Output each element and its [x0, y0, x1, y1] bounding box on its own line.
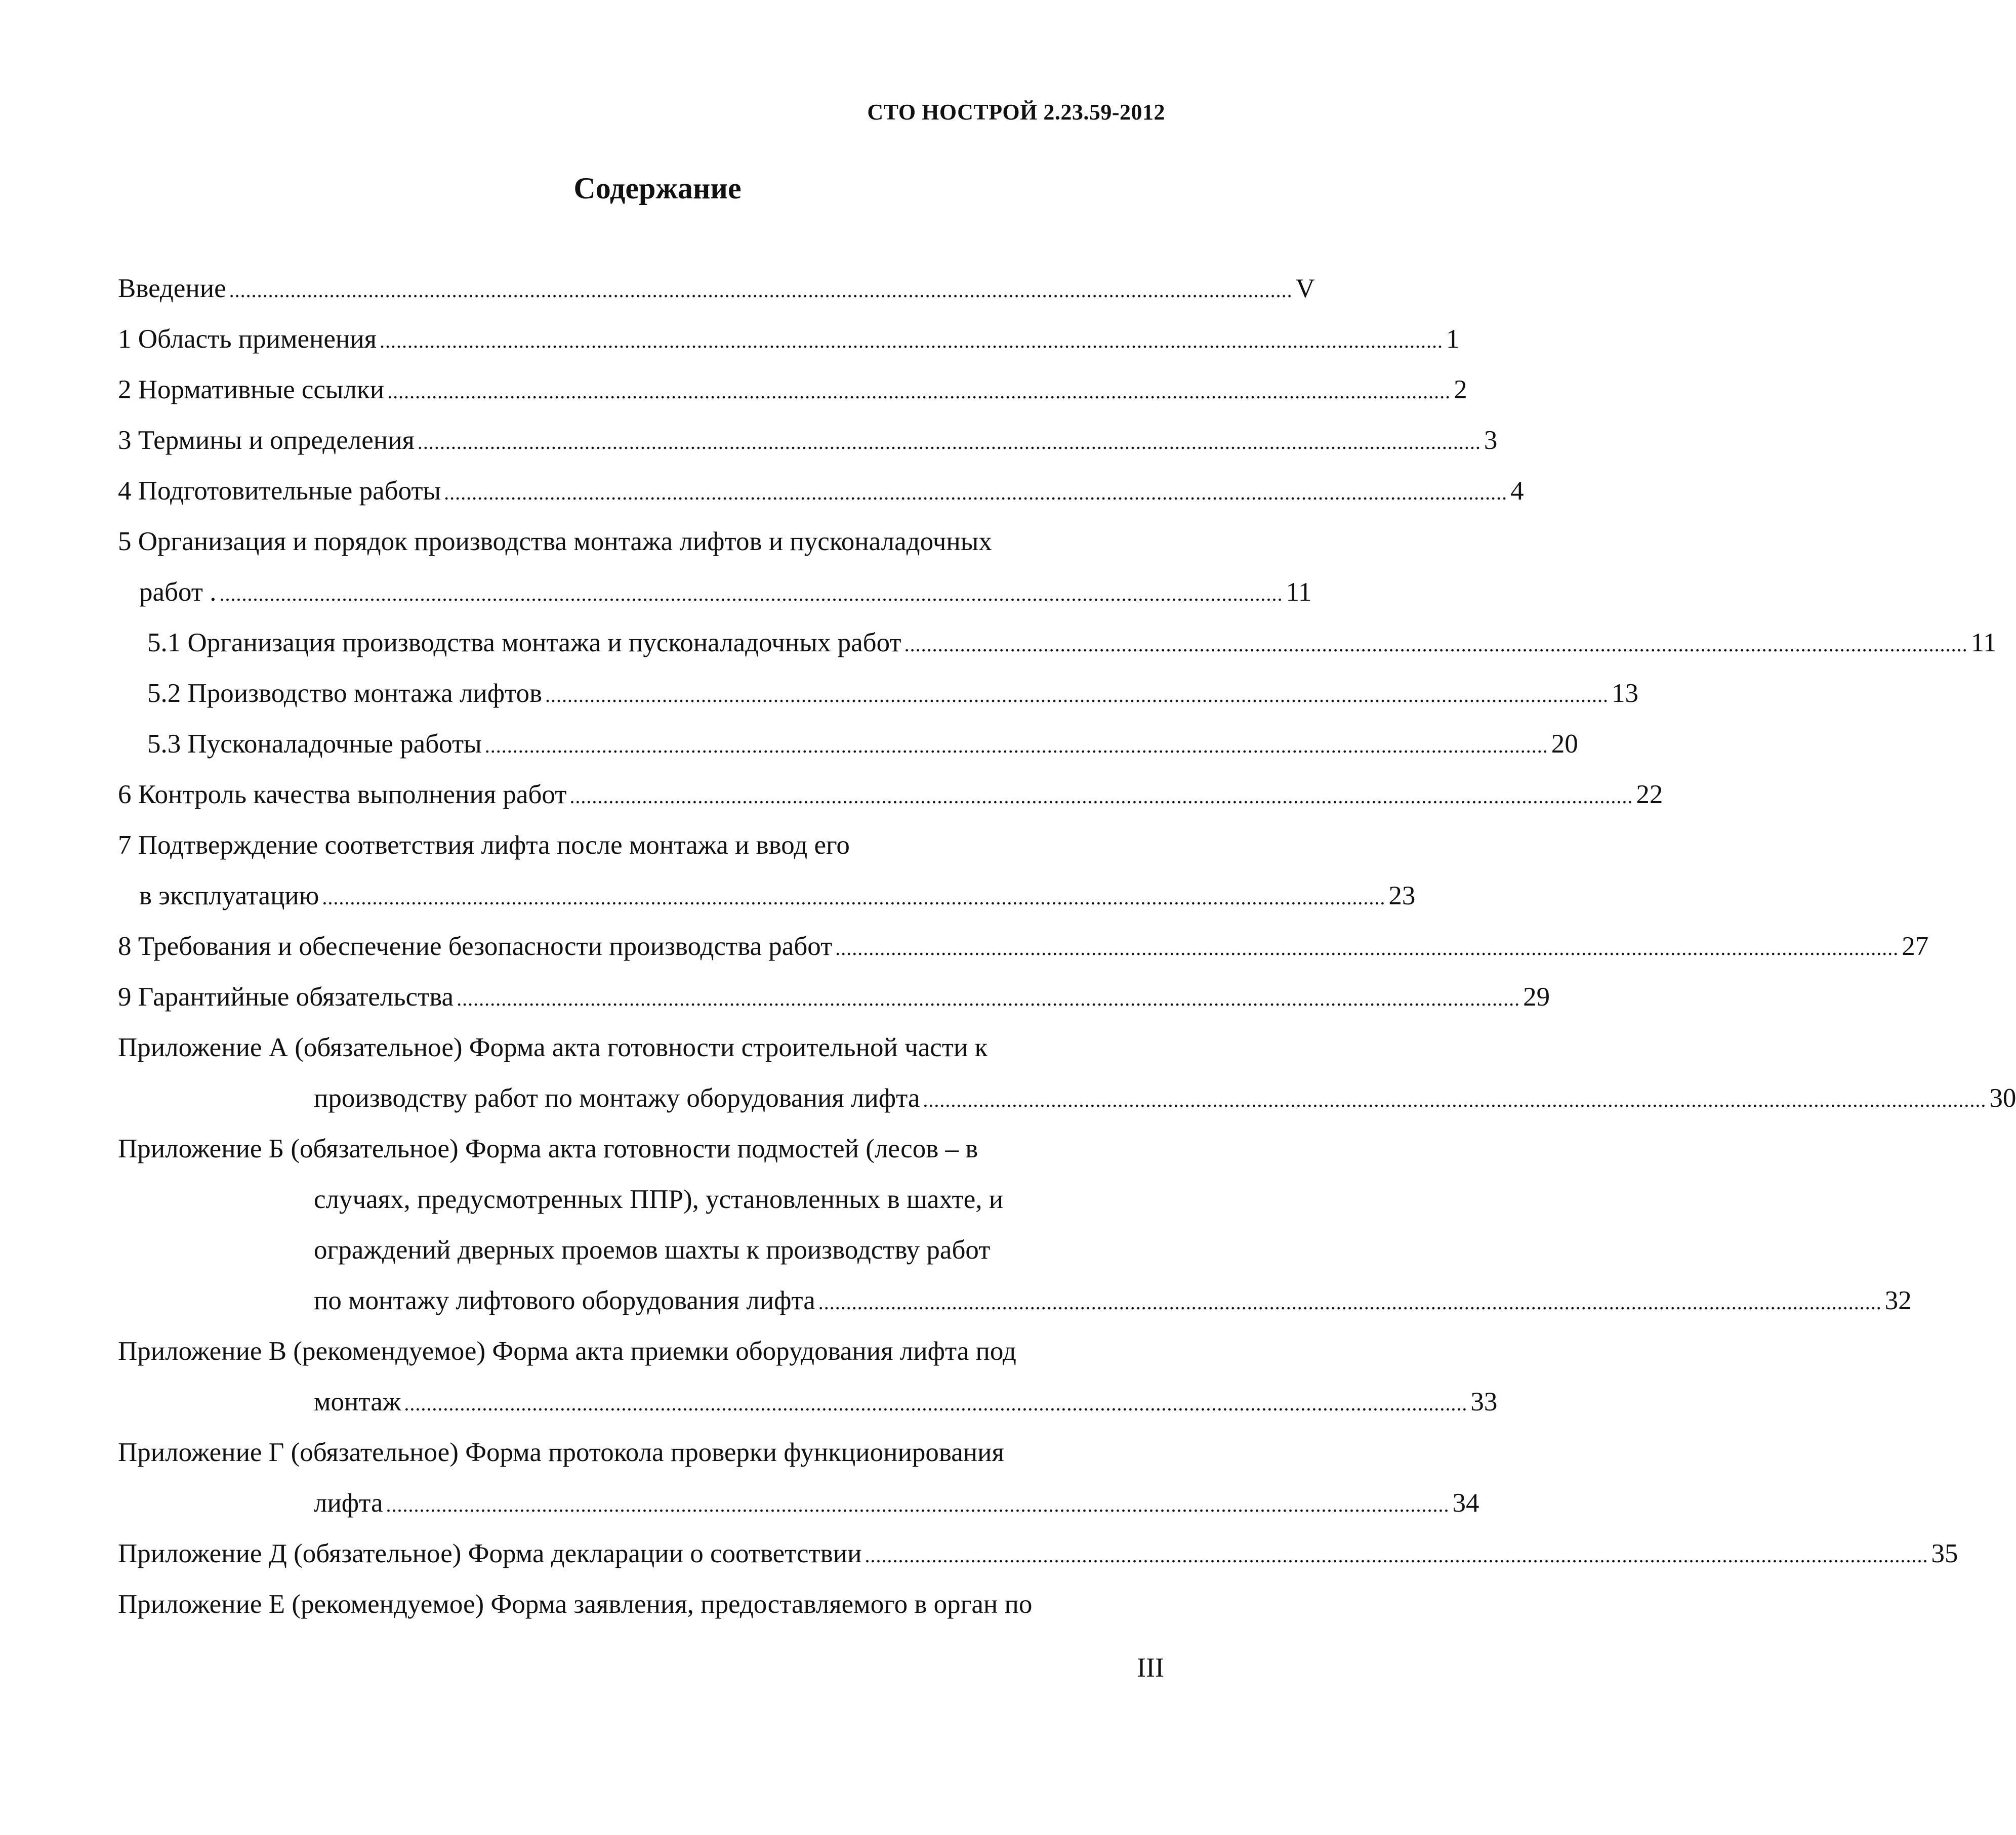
toc-entry-page: 22 — [1636, 780, 1663, 809]
toc-entry-text: в эксплуатацию — [139, 881, 319, 910]
toc-entry — [118, 1022, 1154, 1073]
document-code: СТО НОСТРОЙ 2.23.59-2012 — [867, 100, 1165, 124]
toc-entry — [118, 263, 1315, 314]
toc-entry — [118, 972, 1550, 1022]
toc-entry — [314, 1377, 1498, 1427]
toc-entry-text: работ . — [139, 577, 217, 607]
toc-entry — [118, 820, 1154, 870]
toc-entry — [314, 1174, 1154, 1225]
toc-entry-page: 35 — [1931, 1539, 1958, 1568]
toc-entry — [314, 1225, 1154, 1275]
toc-entry-page: 4 — [1510, 476, 1524, 506]
toc-leader-dots: ............................................................................................................................................................................................... — [484, 734, 1548, 757]
toc-entry — [118, 1528, 1958, 1579]
toc-leader-dots: ............................................................................................................................................................................................... — [457, 987, 1520, 1010]
toc-entry — [118, 1427, 1154, 1478]
toc-entry-page: 1 — [1446, 324, 1460, 354]
toc-leader-dots: ............................................................................................................................................................................................... — [322, 886, 1386, 909]
toc-entry — [118, 1326, 1154, 1377]
toc-entry-text: Приложение Д (обязательное) Форма декларации о соответствии — [118, 1539, 862, 1568]
toc-leader-dots: ............................................................................................................................................................................................... — [835, 937, 1899, 960]
toc-entry-text: 9 Гарантийные обязательства — [118, 982, 454, 1012]
toc-entry-text: 4 Подготовительные работы — [118, 476, 441, 506]
toc-entry-page: 20 — [1551, 729, 1578, 759]
toc-entry-page: 11 — [1970, 628, 1997, 657]
toc-entry — [139, 870, 1416, 921]
toc-entry — [314, 1275, 1912, 1326]
toc-entry-page: 30 — [1989, 1083, 2016, 1113]
toc-leader-dots: ............................................................................................................................................................................................... — [404, 1392, 1468, 1415]
toc-entry-text: производству работ по монтажу оборудования лифта — [314, 1083, 920, 1113]
page-title: Содержание — [573, 172, 742, 205]
toc-entry-text: по монтажу лифтового оборудования лифта — [314, 1286, 815, 1315]
toc-entry-text: 5 Организация и порядок производства монтажа лифтов и пусконаладочных — [118, 527, 992, 556]
toc-entry-text: Приложение А (обязательное) Форма акта готовности строительной части к — [118, 1033, 988, 1062]
toc-entry-text: Введение — [118, 274, 226, 303]
toc-leader-dots: ............................................................................................................................................................................................... — [904, 633, 1968, 656]
toc-entry — [118, 1123, 1154, 1174]
toc-entry — [314, 1073, 2016, 1123]
toc-entry-text: 6 Контроль качества выполнения работ — [118, 780, 567, 809]
toc-entry-text: лифта — [314, 1488, 383, 1518]
toc-leader-dots: ............................................................................................................................................................................................... — [444, 481, 1508, 504]
toc-entry-text: 8 Требования и обеспечение безопасности производства работ — [118, 932, 833, 961]
toc-entry-page: V — [1295, 274, 1315, 303]
toc-entry-text: Приложение Б (обязательное) Форма акта готовности подмостей (лесов – в — [118, 1134, 978, 1163]
toc-entry-text: случаях, предусмотренных ППР), установленных в шахте, и — [314, 1185, 1004, 1214]
toc-entry-text: Приложение Г (обязательное) Форма протокола проверки функционирования — [118, 1438, 1004, 1467]
toc-leader-dots: ............................................................................................................................................................................................... — [387, 380, 1451, 403]
toc-entry-page: 27 — [1902, 932, 1929, 961]
toc-entry-text: Приложение Е (рекомендуемое) Форма заявления, предоставляемого в орган по — [118, 1590, 1033, 1619]
toc-entry — [118, 466, 1524, 516]
toc-entry-text: 7 Подтверждение соответствия лифта после монтажа и ввод его — [118, 830, 850, 860]
toc-leader-dots: ............................................................................................................................................................................................... — [386, 1493, 1450, 1516]
toc-entry — [118, 364, 1467, 415]
toc-leader-dots: ............................................................................................................................................................................................... — [865, 1544, 1928, 1567]
toc-entry-text: 5.1 Организация производства монтажа и пусконаладочных работ — [147, 628, 901, 657]
toc-entry-page: 23 — [1388, 881, 1416, 910]
toc-entry-text: Приложение В (рекомендуемое) Форма акта приемки оборудования лифта под — [118, 1337, 1016, 1366]
toc-leader-dots: ............................................................................................................................................................................................... — [569, 785, 1633, 808]
toc-leader-dots: ............................................................................................................................................................................................... — [545, 684, 1609, 706]
toc-leader-dots: ............................................................................................................................................................................................... — [923, 1089, 1987, 1111]
toc-entry-page: 3 — [1484, 426, 1498, 455]
toc-entry — [147, 617, 1997, 668]
toc-entry-text: 1 Область применения — [118, 324, 377, 354]
toc-entry-text: 5.3 Пусконаладочные работы — [147, 729, 482, 759]
toc-entry-page: 11 — [1286, 577, 1312, 607]
toc-entry-text: монтаж — [314, 1387, 401, 1416]
toc-entry-page: 32 — [1884, 1286, 1912, 1315]
toc-entry — [118, 921, 1929, 972]
toc-entry-page: 34 — [1452, 1488, 1479, 1518]
toc-entry — [118, 314, 1460, 364]
toc-entry-text: 2 Нормативные ссылки — [118, 375, 385, 404]
toc-entry — [147, 719, 1578, 769]
toc-entry-page: 13 — [1612, 679, 1639, 708]
toc-entry-text: ограждений дверных проемов шахты к производству работ — [314, 1235, 991, 1265]
toc-entry-text: 3 Термины и определения — [118, 426, 415, 455]
toc-entry — [314, 1478, 1479, 1528]
toc-leader-dots: ............................................................................................................................................................................................... — [229, 279, 1293, 302]
toc-entry-text: 5.2 Производство монтажа лифтов — [147, 679, 543, 708]
toc-entry-page: 29 — [1523, 982, 1550, 1012]
toc-entry — [118, 1579, 1154, 1630]
toc-leader-dots: ............................................................................................................................................................................................... — [380, 329, 1444, 352]
toc-leader-dots: ............................................................................................................................................................................................... — [417, 431, 1481, 453]
toc-entry — [118, 415, 1498, 466]
toc-leader-dots: ............................................................................................................................................................................................... — [818, 1291, 1882, 1314]
toc-entry-page: 2 — [1454, 375, 1467, 404]
toc-entry — [139, 567, 1312, 617]
toc-entry — [118, 516, 1154, 567]
toc-entry — [147, 668, 1639, 719]
toc-entry — [118, 769, 1663, 820]
toc-entry-page: 33 — [1470, 1387, 1498, 1416]
toc-leader-dots: ............................................................................................................................................................................................... — [219, 582, 1283, 605]
page-number: III — [1137, 1652, 1164, 1683]
